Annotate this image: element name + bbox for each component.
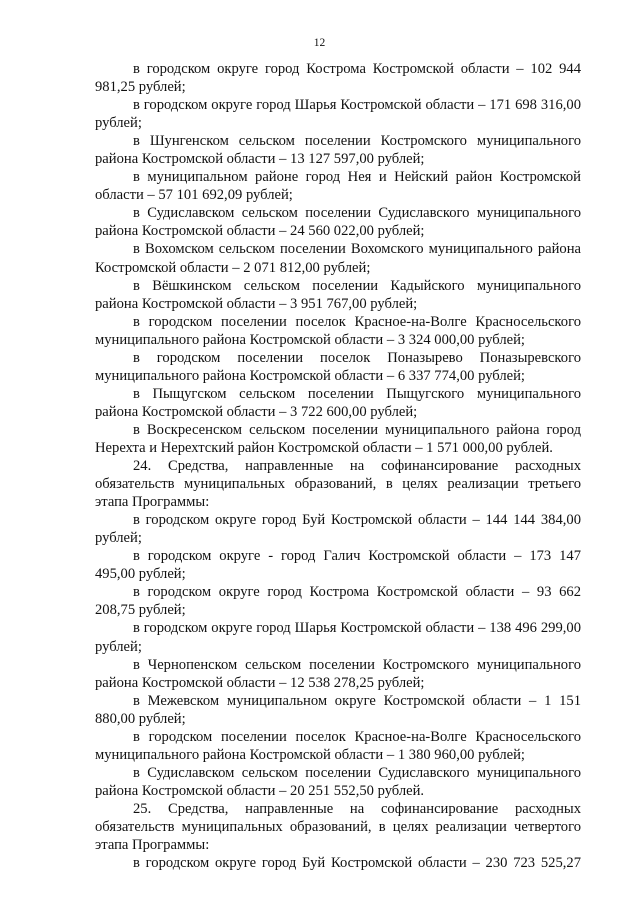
paragraph-pyshchug: в Пыщугском сельском поселении Пыщугского муниципального района Костромской области – 3 722 600,00 рублей; bbox=[95, 385, 581, 420]
paragraph-sharya-1: в городском округе город Шарья Костромской области – 171 698 316,00 рублей; bbox=[95, 97, 581, 132]
paragraph-galich: в городском округе - город Галич Костромской области – 173 147 495,00 рублей; bbox=[95, 548, 581, 583]
paragraph-shungenskoe: в Шунгенском сельском поселении Костромского муниципального района Костромской области – 13 127 597,00 рублей; bbox=[95, 133, 581, 168]
paragraph-kostroma-2: в городском округе город Кострома Костромской области – 93 662 208,75 рублей; bbox=[95, 584, 581, 619]
paragraph-veshkinskoe: в Вёшкинском сельском поселении Кадыйского муниципального района Костромской области – 3 951 767,00 рублей; bbox=[95, 277, 581, 312]
paragraph-kostroma-1: в городском округе город Кострома Костромской области – 102 944 981,25 рублей; bbox=[95, 61, 581, 96]
paragraph-sudislavl-1: в Судиславском сельском поселении Судиславского муниципального района Костромской области – 24 560 022,00 рублей; bbox=[95, 205, 581, 240]
paragraph-bui-1: в городском округе город Буй Костромской области – 144 144 384,00 рублей; bbox=[95, 512, 581, 547]
paragraph-krasnoe-2: в городском поселении поселок Красное-на-Волге Красносельского муниципального района Костромской области – 1 380 960,00 рублей; bbox=[95, 728, 581, 763]
page-number: 12 bbox=[313, 37, 326, 49]
section-24-heading: 24. Средства, направленные на софинансирование расходных обязательств муниципальных образований, в целях реализации третьего этапа Программы: bbox=[95, 458, 581, 511]
paragraph-neya: в муниципальном районе город Нея и Нейский район Костромской области – 57 101 692,09 рублей; bbox=[95, 169, 581, 204]
paragraph-sudislavl-2: в Судиславском сельском поселении Судиславского муниципального района Костромской области – 20 251 552,50 рублей. bbox=[95, 764, 581, 799]
paragraph-sharya-2: в городском округе город Шарья Костромской области – 138 496 299,00 рублей; bbox=[95, 620, 581, 655]
section-25-heading: 25. Средства, направленные на софинансирование расходных обязательств муниципальных образований, в целях реализации четвертого этапа Программы: bbox=[95, 800, 581, 854]
paragraph-vokhma: в Вохомском сельском поселении Вохомского муниципального района Костромской области – 2 071 812,00 рублей; bbox=[95, 241, 581, 276]
paragraph-voskresenskoe: в Воскресенском сельском поселении муниципального района город Нерехта и Нерехтский район Костромской области – 1 571 000,00 рублей. bbox=[95, 421, 581, 456]
paragraph-mezha: в Межевском муниципальном округе Костромской области – 1 151 880,00 рублей; bbox=[95, 692, 581, 727]
paragraph-ponazyrevo: в городском поселении поселок Поназырево Поназыревского муниципального района Костромской области – 6 337 774,00 рублей; bbox=[95, 349, 581, 384]
document-body bbox=[95, 60, 581, 872]
paragraph-chernopenskoe: в Чернопенском сельском поселении Костромского муниципального района Костромской области – 12 538 278,25 рублей; bbox=[95, 656, 581, 691]
paragraph-bui-2: в городском округе город Буй Костромской области – 230 723 525,27 bbox=[133, 855, 581, 872]
paragraph-krasnoe-1: в городском поселении поселок Красное-на-Волге Красносельского муниципального района Костромской области – 3 324 000,00 рублей; bbox=[95, 313, 581, 348]
